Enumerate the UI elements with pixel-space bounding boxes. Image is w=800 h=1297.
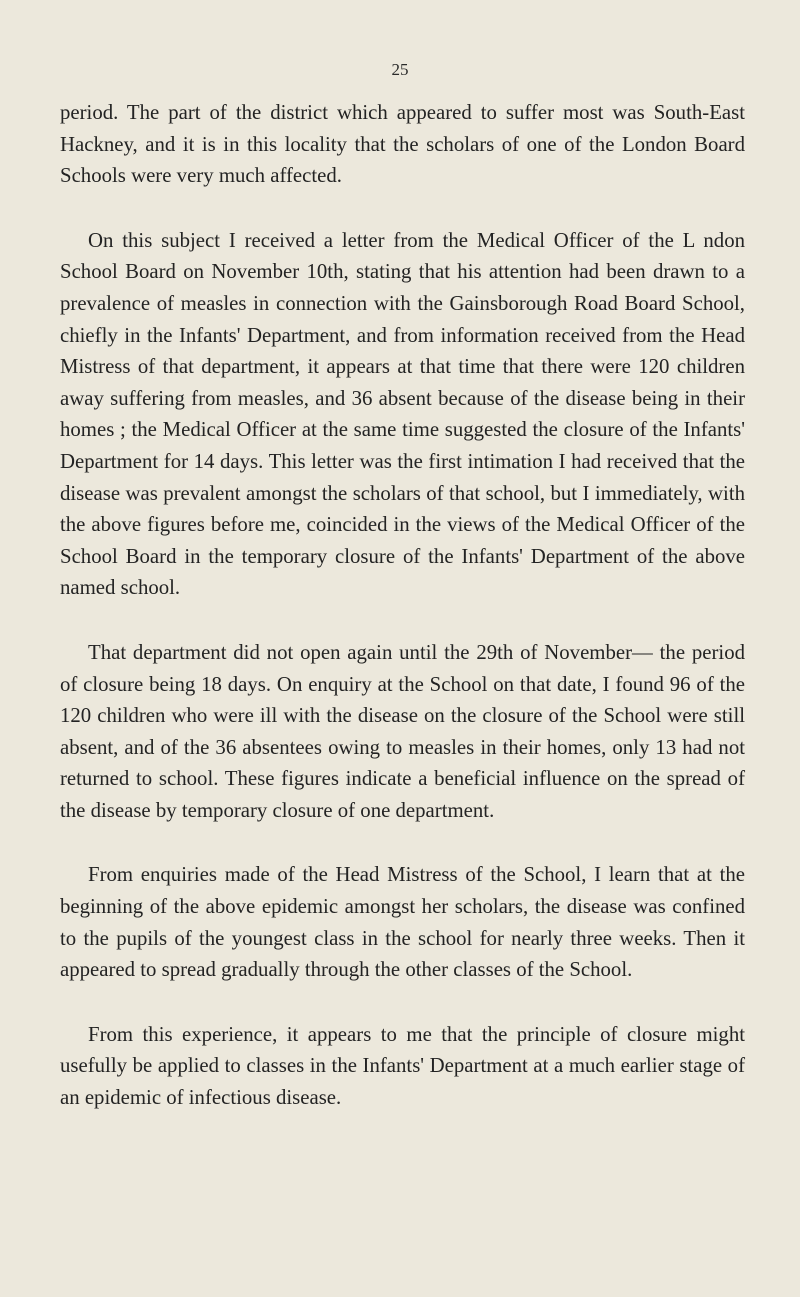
paragraph-3: That department did not open again until the 29th of November— the period of closure being 18 days. On enquiry at the School on that date, I found 96 of the 120 children who were ill with the disease on the closure of the School were still absent, and of the 36 absentees owing to measles in their homes, only 13 had not returned to school. These figures indicate a beneficial influence on the spread of the disease by temporary closure of one department. xyxy=(60,640,745,822)
paragraph-gap xyxy=(60,826,745,859)
paragraph-2: On this subject I received a letter from the Medical Officer of the L ndon School Board on November 10th, stating that his attention had been drawn to a prevalence of measles in connection with the Gainsborough Road Board School, chiefly in the Infants' Department, and from information received from the Head Mistress of that department, it appears at that time that there were 120 children away suffering from measles, and 36 absent because of the disease being in their homes ; the Medical Officer at the same time suggested the closure of the Infants' Department for 14 days. This letter was the first intimation I had received that the disease was prevalent amongst the scholars of that school, but I immediately, with the above figures before me, coincided in the views of the Medical Officer of the School Board in the temporary closure of the Infants' Department of the above named school. xyxy=(60,228,745,600)
page-number: 25 xyxy=(391,60,409,79)
paragraph-gap xyxy=(60,604,745,637)
body-text xyxy=(60,97,745,1114)
paragraph-1: period. The part of the district which appeared to suffer most was South-East Hackney, and it is in this locality that the scholars of one of the London Board Schools were very much affected. xyxy=(60,101,745,188)
paragraph-gap xyxy=(60,192,745,225)
paragraph-5: From this experience, it appears to me that the principle of closure might usefully be applied to classes in the Infants' Department at a much earlier stage of an epidemic of infectious disease. xyxy=(60,1022,745,1110)
paragraph-gap xyxy=(60,986,745,1019)
paragraph-4: From enquiries made of the Head Mistress of the School, I learn that at the beginning of the above epidemic amongst her scholars, the disease was confined to the pupils of the youngest class in the school for nearly three weeks. Then it appeared to spread gradually through the other classes of the School. xyxy=(60,863,745,982)
